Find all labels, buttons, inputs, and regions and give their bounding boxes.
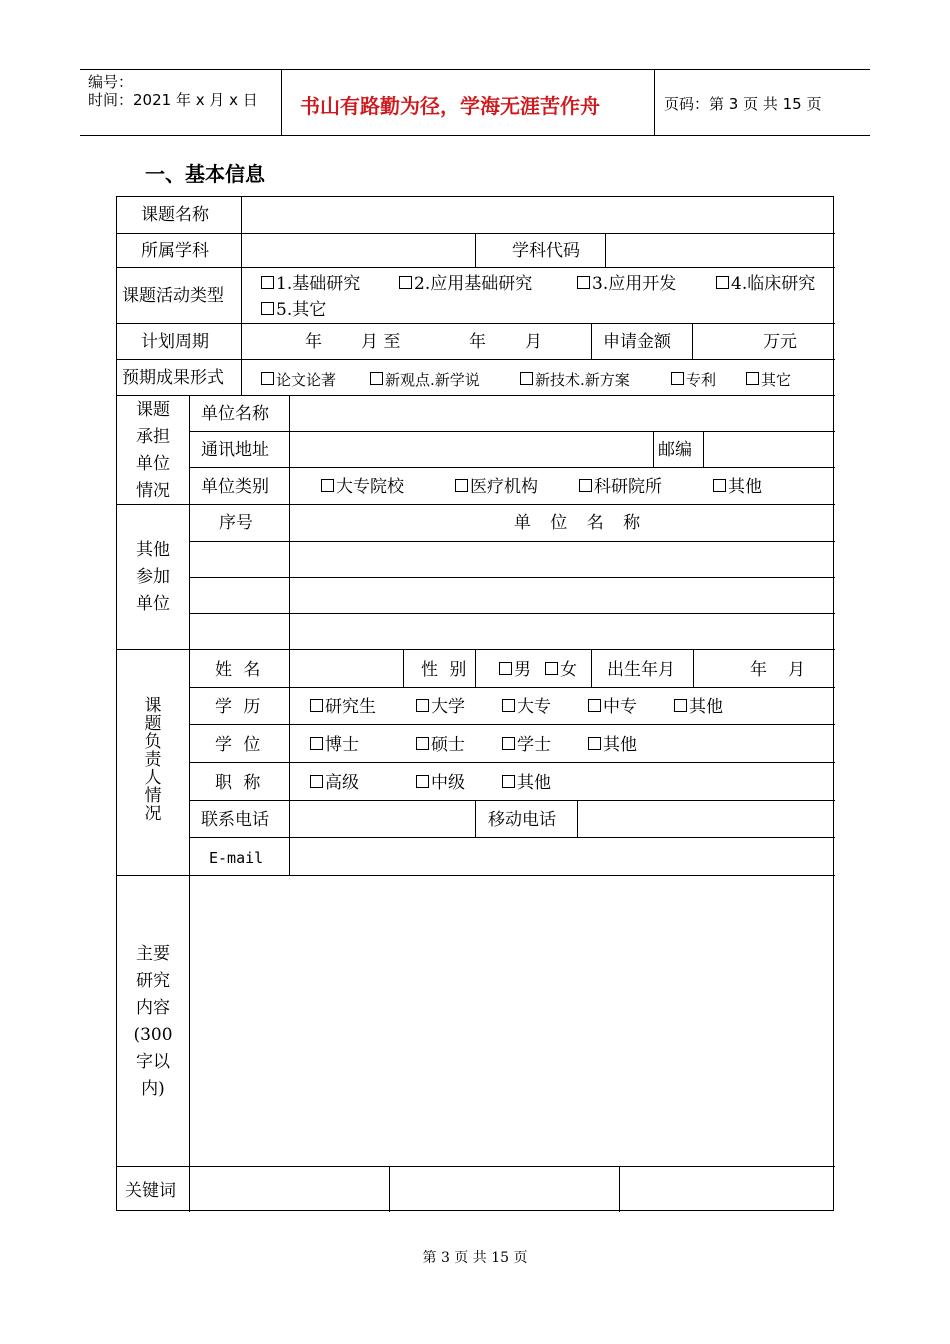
period-month-1: 月 至	[361, 332, 401, 352]
checkbox[interactable]	[321, 479, 334, 492]
checkbox[interactable]	[310, 699, 323, 712]
row-line	[117, 267, 835, 268]
keywords-label: 关键词	[125, 1181, 176, 1201]
page-info: 页码：第 3 页 共 15 页	[664, 95, 822, 113]
checkbox[interactable]	[502, 737, 515, 750]
discipline-label: 所属学科	[141, 241, 209, 261]
row-line	[189, 467, 835, 468]
activity-option[interactable]: 4.临床研究	[716, 273, 815, 295]
activity-option[interactable]: 3.应用开发	[577, 273, 676, 295]
col-line	[653, 431, 654, 467]
gender-label: 性 别	[421, 660, 467, 680]
other-units-header: 其他 参加 单位	[136, 540, 170, 614]
col-line	[189, 875, 190, 1212]
row-line	[117, 395, 835, 396]
education-option[interactable]: 其他	[674, 696, 723, 718]
date-label: 时间：2021 年 x 月 x 日	[88, 91, 258, 109]
row-line	[189, 431, 835, 432]
row-line	[117, 649, 835, 650]
leader-header: 课 题 负 责 人 情 况	[144, 696, 162, 824]
discipline-field[interactable]	[243, 235, 473, 265]
degree-option[interactable]: 其他	[588, 734, 637, 756]
title-label: 职 称	[215, 773, 261, 793]
checkbox[interactable]	[588, 737, 601, 750]
checkbox[interactable]	[261, 276, 274, 289]
header-bottom-rule	[80, 135, 870, 136]
col-line	[475, 233, 476, 267]
checkbox[interactable]	[261, 372, 274, 385]
header-divider	[654, 69, 655, 135]
keyword-field[interactable]	[191, 1168, 387, 1210]
name-field[interactable]	[291, 651, 401, 685]
section-title: 一、基本信息	[145, 162, 265, 186]
apply-amount-label: 申请金额	[603, 332, 671, 352]
number-label: 编号：	[88, 73, 134, 91]
col-line	[577, 800, 578, 837]
title-option[interactable]: 其他	[502, 772, 551, 794]
undertaking-unit-header: 课题 承担 单位 情况	[136, 400, 170, 501]
education-option[interactable]: 中专	[588, 696, 637, 718]
education-option[interactable]: 大专	[502, 696, 551, 718]
birth-label: 出生年月	[607, 660, 675, 680]
result-option[interactable]: 其它	[746, 369, 791, 391]
checkbox[interactable]	[416, 737, 429, 750]
row-line	[189, 724, 835, 725]
degree-option[interactable]: 学士	[502, 734, 551, 756]
period-month-2: 月	[525, 332, 542, 352]
period-year-2: 年	[469, 332, 486, 352]
col-line	[693, 649, 694, 687]
basic-info-form	[116, 196, 834, 1211]
col-line	[403, 649, 404, 687]
col-line	[189, 395, 190, 875]
checkbox[interactable]	[716, 276, 729, 289]
result-form-label: 预期成果形式	[122, 368, 224, 388]
checkbox[interactable]	[310, 737, 323, 750]
col-line	[475, 800, 476, 837]
keyword-field[interactable]	[621, 1168, 833, 1210]
checkbox[interactable]	[577, 276, 590, 289]
row-line	[189, 577, 835, 578]
row-line	[189, 687, 835, 688]
col-line	[289, 649, 290, 875]
unit-type-label: 单位类别	[201, 477, 269, 497]
discipline-code-field[interactable]	[607, 235, 833, 265]
col-line	[692, 323, 693, 359]
checkbox[interactable]	[713, 479, 726, 492]
education-label: 学 历	[215, 697, 261, 717]
amount-unit: 万元	[763, 332, 797, 352]
col-line	[591, 649, 592, 687]
row-line	[117, 323, 835, 324]
col-line	[241, 323, 242, 395]
unit-name-column-header: 单 位 名 称	[513, 513, 641, 533]
education-option[interactable]: 大学	[416, 696, 465, 718]
email-field[interactable]	[291, 839, 833, 873]
col-line	[619, 1166, 620, 1212]
activity-type-label: 课题活动类型	[122, 286, 224, 306]
discipline-code-label: 学科代码	[512, 241, 580, 261]
topic-name-label: 课题名称	[141, 205, 209, 225]
col-line	[241, 197, 242, 323]
plan-period-label: 计划周期	[141, 332, 209, 352]
address-label: 通讯地址	[201, 440, 269, 460]
checkbox[interactable]	[502, 775, 515, 788]
activity-option[interactable]: 1.基础研究	[261, 273, 360, 295]
col-line	[703, 431, 704, 467]
activity-option[interactable]: 2.应用基础研究	[399, 273, 532, 295]
result-option[interactable]: 论文论著	[261, 369, 336, 391]
page-footer: 第 3 页 共 15 页	[422, 1250, 528, 1266]
birth-month: 月	[788, 660, 805, 680]
unit-type-option[interactable]: 科研院所	[579, 476, 662, 498]
serial-no-header: 序号	[219, 513, 253, 533]
row-line	[117, 359, 835, 360]
gender-option-male[interactable]: 男	[499, 659, 531, 681]
unit-type-option[interactable]: 其他	[713, 476, 762, 498]
checkbox[interactable]	[499, 662, 512, 675]
row-line	[189, 837, 835, 838]
checkbox[interactable]	[671, 372, 684, 385]
col-line	[289, 395, 290, 649]
unit-type-option[interactable]: 医疗机构	[455, 476, 538, 498]
degree-label: 学 位	[215, 735, 261, 755]
checkbox[interactable]	[545, 662, 558, 675]
unit-type-option[interactable]: 大专院校	[321, 476, 404, 498]
row-line	[117, 504, 835, 505]
checkbox[interactable]	[455, 479, 468, 492]
research-content-label: 主要 研究 内容 (300 字以 内)	[133, 944, 173, 1099]
name-label: 姓 名	[215, 660, 261, 680]
col-line	[591, 323, 592, 359]
degree-option[interactable]: 博士	[310, 734, 359, 756]
result-option[interactable]: 新观点.新学说	[370, 369, 480, 391]
checkbox[interactable]	[502, 699, 515, 712]
checkbox[interactable]	[674, 699, 687, 712]
postcode-label: 邮编	[658, 440, 692, 460]
title-option[interactable]: 高级	[310, 772, 359, 794]
title-option[interactable]: 中级	[416, 772, 465, 794]
motto: 书山有路勤为径，学海无涯苦作舟	[300, 94, 600, 118]
mobile-field[interactable]	[579, 802, 833, 835]
checkbox[interactable]	[588, 699, 601, 712]
checkbox[interactable]	[370, 372, 383, 385]
checkbox[interactable]	[399, 276, 412, 289]
address-field[interactable]	[291, 433, 651, 465]
activity-option[interactable]: 5.其它	[261, 299, 326, 321]
research-content-field[interactable]	[191, 877, 833, 1164]
checkbox[interactable]	[261, 302, 274, 315]
email-label: E-mail	[209, 849, 264, 867]
row-line	[117, 233, 835, 234]
gender-option-female[interactable]: 女	[545, 659, 577, 681]
row-line	[117, 875, 835, 876]
unit-name-label: 单位名称	[201, 404, 269, 424]
keyword-field[interactable]	[391, 1168, 617, 1210]
birth-year: 年	[750, 660, 767, 680]
result-option[interactable]: 专利	[671, 369, 716, 391]
period-year-1: 年	[305, 332, 322, 352]
checkbox[interactable]	[310, 775, 323, 788]
mobile-label: 移动电话	[488, 810, 556, 830]
postcode-field[interactable]	[705, 433, 833, 465]
result-option[interactable]: 新技术.新方案	[520, 369, 630, 391]
phone-label: 联系电话	[201, 810, 269, 830]
row-line	[117, 1166, 835, 1167]
header-divider	[281, 69, 282, 135]
checkbox[interactable]	[416, 775, 429, 788]
header-top-rule	[80, 69, 870, 70]
checkbox[interactable]	[746, 372, 759, 385]
row-line	[189, 800, 835, 801]
phone-field[interactable]	[291, 802, 473, 835]
education-option[interactable]: 研究生	[310, 696, 376, 718]
row-line	[189, 762, 835, 763]
checkbox[interactable]	[579, 479, 592, 492]
row-line	[189, 613, 835, 614]
checkbox[interactable]	[520, 372, 533, 385]
col-line	[475, 649, 476, 687]
row-line	[189, 541, 835, 542]
unit-name-field[interactable]	[291, 397, 833, 429]
col-line	[605, 233, 606, 267]
topic-name-field[interactable]	[243, 199, 833, 231]
col-line	[389, 1166, 390, 1212]
checkbox[interactable]	[416, 699, 429, 712]
degree-option[interactable]: 硕士	[416, 734, 465, 756]
